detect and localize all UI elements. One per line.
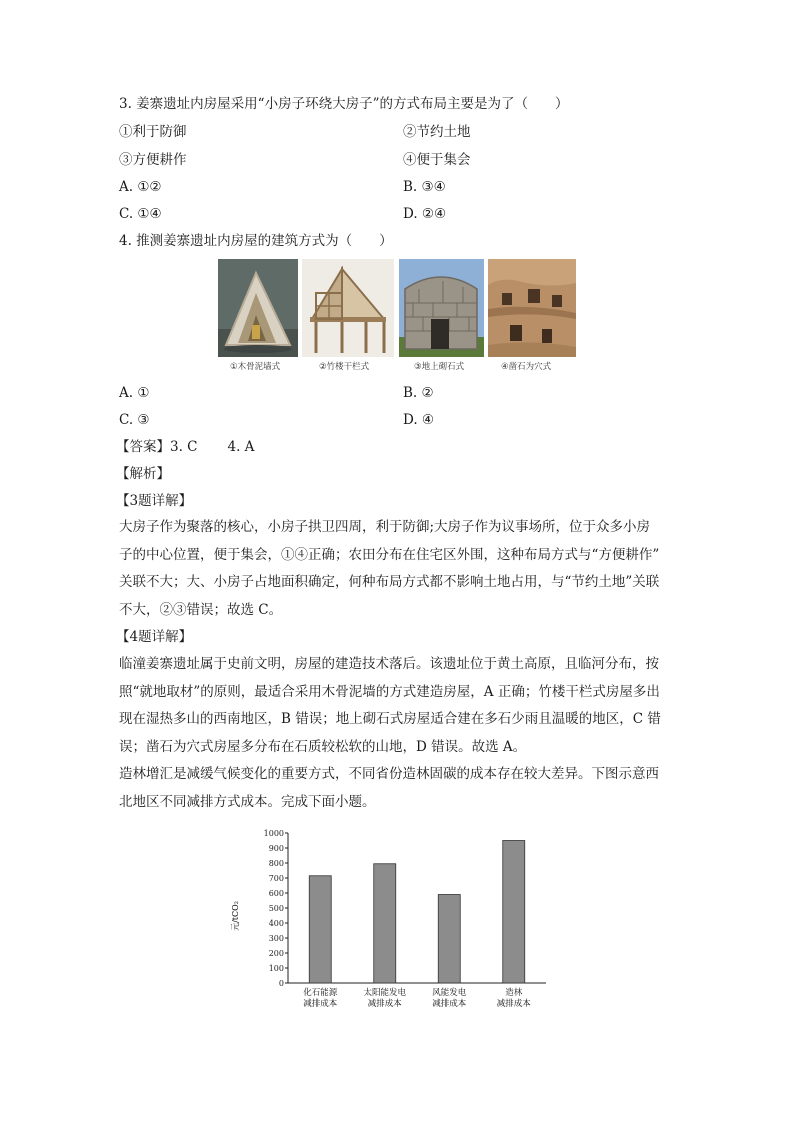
q4-option-a: A. ①	[119, 385, 150, 401]
x-tick-label: 减排成本	[496, 999, 531, 1009]
building-figures	[218, 259, 578, 375]
analysis-label: 【解析】	[116, 466, 170, 482]
q3-item-1: ①利于防御	[119, 124, 187, 140]
x-tick-label: 造林	[505, 988, 523, 998]
figure-caption-1: ①木骨泥墙式	[230, 362, 281, 372]
q4-option-c: C. ③	[119, 412, 150, 428]
bar	[309, 876, 331, 983]
y-axis-label: 元/tCO₂	[231, 901, 240, 931]
y-tick-label: 900	[268, 844, 284, 853]
q4-stem: 4. 推测姜寨遗址内房屋的建筑方式为（ ）	[119, 233, 393, 249]
x-axis-labels	[303, 987, 531, 1009]
intro-paragraph	[119, 761, 679, 816]
figure-bamboo-stilt-house	[302, 259, 394, 357]
y-tick-label: 0	[278, 979, 284, 988]
detail4-line-4: 误；凿石为穴式房屋多分布在石质较松软的山地，D 错误。故选 A。	[119, 738, 527, 755]
detail3-line-1: 大房子作为聚落的核心，小房子拱卫四周，利于防御;大房子作为议事场所，位于众多小房	[119, 519, 651, 535]
q3-option-d: D. ②④	[403, 206, 447, 222]
figure-cliff-cave-dwelling	[488, 259, 576, 357]
intro-line-1: 造林增汇是减缓气候变化的重要方式，不同省份造林固碳的成本存在较大差异。下图示意西	[119, 766, 659, 782]
answer-label: 【答案】	[116, 439, 170, 455]
q3-item-4: ④便于集会	[403, 152, 471, 168]
intro-line-2: 北地区不同减排方式成本。完成下面小题。	[119, 793, 376, 810]
figure-caption-3: ③地上砌石式	[414, 362, 465, 372]
detail3-label: 【3题详解】	[116, 493, 193, 509]
y-tick-label: 1000	[263, 829, 284, 838]
q3-item-3: ③方便耕作	[119, 152, 187, 168]
figure-caption-2: ②竹楼干栏式	[319, 362, 370, 372]
detail4-line-2: 照“就地取材”的原则，最适合采用木骨泥墙的方式建造房屋，A 正确；竹楼干栏式房屋多出	[119, 683, 660, 700]
y-tick-label: 800	[268, 859, 284, 868]
x-tick-label: 化石能源	[303, 988, 338, 998]
y-tick-label: 200	[268, 949, 284, 958]
bars	[309, 841, 525, 984]
q3-option-c: C. ①④	[119, 206, 162, 222]
y-tick-label: 400	[268, 919, 284, 928]
detail3-line-4: 不大，②③错误；故选 C。	[119, 601, 283, 618]
detail3-line-2: 子的中心位置，便于集会，①④正确；农田分布在住宅区外围，这种布局方式与“方便耕作”	[119, 546, 660, 563]
x-tick-label: 减排成本	[367, 999, 402, 1009]
bar	[438, 895, 460, 984]
x-tick-label: 太阳能发电	[363, 988, 407, 998]
q3-stem: 3. 姜寨遗址内房屋采用“小房子环绕大房子”的方式布局主要是为了（ ）	[119, 96, 569, 112]
q4-option-b: B. ②	[403, 385, 434, 401]
figure-stone-house	[399, 259, 484, 357]
y-tick-label: 100	[268, 964, 284, 973]
x-tick-label: 减排成本	[303, 999, 338, 1009]
detail3-paragraph	[119, 514, 679, 624]
y-tick-label: 700	[268, 874, 284, 883]
answer-line	[116, 437, 254, 457]
figure-wattle-daub-house	[218, 259, 298, 357]
bar	[374, 864, 396, 983]
detail4-line-3: 现在湿热多山的西南地区，B 错误；地上砌石式房屋适合建在多石少雨且温暖的地区，C 错	[119, 711, 661, 727]
bar	[503, 841, 525, 984]
y-tick-label: 300	[268, 934, 284, 943]
answer-3: 3. C	[170, 439, 198, 455]
detail4-label: 【4题详解】	[116, 629, 193, 645]
q3-option-a: A. ①②	[119, 179, 162, 195]
x-tick-label: 减排成本	[432, 999, 467, 1009]
figure-caption-4: ④凿石为穴式	[501, 362, 552, 372]
q3-option-b: B. ③④	[403, 179, 446, 195]
detail4-line-1: 临潼姜寨遗址属于史前文明，房屋的建造技术落后。该遗址位于黄土高原，且临河分布，按	[119, 656, 659, 672]
q4-option-d: D. ④	[403, 412, 435, 428]
detail4-paragraph	[119, 651, 679, 761]
emission-cost-chart	[231, 825, 560, 1020]
detail3-line-3: 关联不大；大、小房子占地面积确定，何种布局方式都不影响土地占用，与“节约土地”关联	[119, 574, 660, 590]
answer-4: 4. A	[227, 439, 255, 455]
y-tick-label: 600	[268, 889, 284, 898]
q3-item-2: ②节约土地	[403, 124, 471, 140]
x-tick-label: 风能发电	[432, 988, 467, 998]
y-tick-label: 500	[268, 904, 284, 913]
